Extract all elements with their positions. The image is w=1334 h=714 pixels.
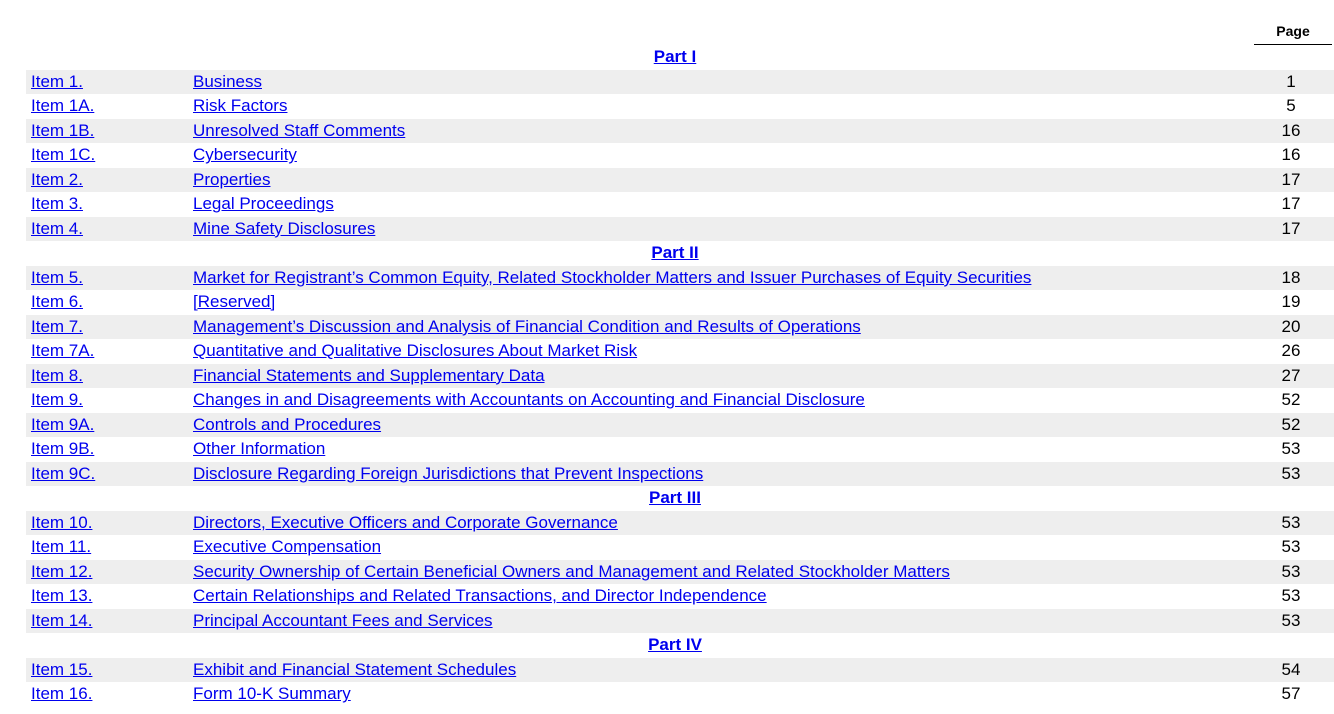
item-page-number: 53 [1281, 512, 1301, 532]
item-title-cell [193, 586, 1254, 606]
item-number-link[interactable]: Item 16. [31, 684, 93, 704]
part-heading-row [26, 45, 1334, 70]
item-title-cell [193, 145, 1254, 165]
item-title-link[interactable]: Legal Proceedings [193, 194, 334, 214]
item-number-cell [26, 513, 193, 533]
part-heading-link[interactable]: Part I [653, 47, 697, 67]
item-number-cell [26, 586, 193, 606]
item-title-link[interactable]: Properties [193, 169, 271, 189]
item-number-link[interactable]: Item 1B. [31, 120, 95, 140]
item-title-cell [193, 611, 1254, 631]
item-number-cell [26, 96, 193, 116]
item-title-cell [193, 415, 1254, 435]
toc-row [26, 217, 1334, 242]
item-number-cell [26, 145, 193, 165]
item-title-link[interactable]: Management’s Discussion and Analysis of Financial Condition and Results of Operations [193, 316, 861, 336]
item-title-link[interactable]: Market for Registrant’s Common Equity, Related Stockholder Matters and Issuer Purchases of Equity Securities [193, 267, 1032, 287]
part-heading-row [26, 241, 1334, 266]
item-page-number: 53 [1281, 610, 1301, 630]
part-heading-row [26, 633, 1334, 658]
item-title-cell [193, 194, 1254, 214]
item-number-link[interactable]: Item 9B. [31, 439, 95, 459]
item-number-cell [26, 268, 193, 288]
toc-row [26, 658, 1334, 683]
item-page-number: 19 [1281, 292, 1301, 312]
toc-row [26, 560, 1334, 585]
item-number-cell [26, 72, 193, 92]
item-number-cell [26, 121, 193, 141]
item-title-link[interactable]: Unresolved Staff Comments [193, 120, 406, 140]
item-title-link[interactable]: Risk Factors [193, 96, 288, 116]
item-number-link[interactable]: Item 10. [31, 512, 93, 532]
item-number-link[interactable]: Item 6. [31, 292, 83, 312]
item-page-number: 20 [1281, 316, 1301, 336]
item-page-number: 16 [1281, 145, 1301, 165]
item-number-link[interactable]: Item 14. [31, 610, 93, 630]
item-number-cell [26, 366, 193, 386]
toc-row [26, 70, 1334, 95]
item-page-number: 17 [1281, 194, 1301, 214]
item-page-number: 17 [1281, 169, 1301, 189]
item-number-link[interactable]: Item 1. [31, 71, 83, 91]
item-number-cell [26, 660, 193, 680]
item-number-link[interactable]: Item 4. [31, 218, 83, 238]
item-title-link[interactable]: [Reserved] [193, 292, 276, 312]
item-title-link[interactable]: Disclosure Regarding Foreign Jurisdictions that Prevent Inspections [193, 463, 704, 483]
item-title-link[interactable]: Financial Statements and Supplementary Data [193, 365, 545, 385]
item-title-cell [193, 219, 1254, 239]
item-number-link[interactable]: Item 3. [31, 194, 83, 214]
item-number-cell [26, 464, 193, 484]
item-title-link[interactable]: Business [193, 71, 262, 91]
item-page-number: 53 [1281, 586, 1301, 606]
item-number-cell [26, 390, 193, 410]
item-title-cell [193, 72, 1254, 92]
item-page-number: 1 [1286, 71, 1296, 91]
item-page-number: 53 [1281, 561, 1301, 581]
toc-row [26, 511, 1334, 536]
item-title-link[interactable]: Quantitative and Qualitative Disclosures About Market Risk [193, 341, 638, 361]
toc-row [26, 364, 1334, 389]
part-heading-link[interactable]: Part II [651, 243, 699, 263]
toc-row [26, 388, 1334, 413]
toc-row [26, 168, 1334, 193]
item-number-cell [26, 684, 193, 704]
item-number-link[interactable]: Item 15. [31, 659, 93, 679]
toc-row [26, 462, 1334, 487]
part-heading-link[interactable]: Part IV [648, 635, 702, 655]
item-number-cell [26, 415, 193, 435]
item-number-link[interactable]: Item 8. [31, 365, 83, 385]
item-number-link[interactable]: Item 7A. [31, 341, 95, 361]
item-title-link[interactable]: Executive Compensation [193, 537, 382, 557]
toc-row [26, 143, 1334, 168]
item-title-link[interactable]: Other Information [193, 439, 326, 459]
item-title-link[interactable]: Form 10-K Summary [193, 684, 351, 704]
item-title-link[interactable]: Controls and Procedures [193, 414, 382, 434]
toc-row [26, 682, 1334, 707]
item-title-link[interactable]: Directors, Executive Officers and Corporate Governance [193, 512, 618, 532]
toc-row [26, 266, 1334, 291]
item-number-link[interactable]: Item 5. [31, 267, 83, 287]
item-title-link[interactable]: Certain Relationships and Related Transactions, and Director Independence [193, 586, 767, 606]
item-page-number: 57 [1281, 684, 1301, 704]
item-title-link[interactable]: Cybersecurity [193, 145, 297, 165]
toc-row [26, 584, 1334, 609]
item-page-number: 53 [1281, 463, 1301, 483]
toc-row [26, 339, 1334, 364]
item-title-cell [193, 439, 1254, 459]
item-title-cell [193, 684, 1254, 704]
item-page-number: 52 [1281, 390, 1301, 410]
item-number-cell [26, 341, 193, 361]
item-title-cell [193, 513, 1254, 533]
item-number-cell [26, 537, 193, 557]
item-title-cell [193, 317, 1254, 337]
toc-row [26, 315, 1334, 340]
toc-row [26, 119, 1334, 144]
item-number-cell [26, 292, 193, 312]
item-title-cell [193, 268, 1254, 288]
item-title-cell [193, 170, 1254, 190]
toc-header [26, 20, 1334, 45]
item-number-cell [26, 194, 193, 214]
item-title-cell [193, 366, 1254, 386]
toc-row [26, 290, 1334, 315]
item-number-link[interactable]: Item 2. [31, 169, 83, 189]
item-page-number: 53 [1281, 439, 1301, 459]
toc-row [26, 413, 1334, 438]
item-title-link[interactable]: Exhibit and Financial Statement Schedules [193, 659, 517, 679]
item-number-cell [26, 562, 193, 582]
item-number-link[interactable]: Item 7. [31, 316, 83, 336]
item-title-cell [193, 537, 1254, 557]
item-page-number: 18 [1281, 267, 1301, 287]
item-page-number: 54 [1281, 659, 1301, 679]
item-page-number: 26 [1281, 341, 1301, 361]
item-title-cell [193, 464, 1254, 484]
item-title-cell [193, 121, 1254, 141]
item-page-number: 17 [1281, 218, 1301, 238]
toc-row [26, 94, 1334, 119]
toc-row [26, 192, 1334, 217]
item-page-number: 16 [1281, 120, 1301, 140]
item-number-cell [26, 219, 193, 239]
item-number-link[interactable]: Item 11. [31, 537, 92, 557]
item-number-link[interactable]: Item 13. [31, 586, 93, 606]
table-of-contents [26, 20, 1334, 707]
item-title-cell [193, 660, 1254, 680]
page-column-header: Page [1254, 23, 1332, 45]
item-title-link[interactable]: Changes in and Disagreements with Accountants on Accounting and Financial Disclosure [193, 390, 865, 410]
toc-row [26, 437, 1334, 462]
item-title-cell [193, 96, 1254, 116]
part-heading-row [26, 486, 1334, 511]
item-page-number: 53 [1281, 537, 1301, 557]
item-number-link[interactable]: Item 1A. [31, 96, 95, 116]
item-page-number: 27 [1281, 365, 1301, 385]
item-number-cell [26, 611, 193, 631]
toc-row [26, 609, 1334, 634]
item-page-number: 52 [1281, 414, 1301, 434]
item-title-cell [193, 292, 1254, 312]
toc-row [26, 535, 1334, 560]
item-title-cell [193, 390, 1254, 410]
item-title-link[interactable]: Principal Accountant Fees and Services [193, 610, 493, 630]
item-number-link[interactable]: Item 9A. [31, 414, 95, 434]
item-number-link[interactable]: Item 12. [31, 561, 93, 581]
item-number-link[interactable]: Item 9. [31, 390, 83, 410]
item-number-cell [26, 317, 193, 337]
item-page-number: 5 [1286, 96, 1296, 116]
item-number-link[interactable]: Item 1C. [31, 145, 96, 165]
item-title-cell [193, 341, 1254, 361]
item-number-link[interactable]: Item 9C. [31, 463, 96, 483]
part-heading-link[interactable]: Part III [649, 488, 701, 508]
item-title-link[interactable]: Security Ownership of Certain Beneficial Owners and Management and Related Stockholder Matters [193, 561, 950, 581]
item-number-cell [26, 439, 193, 459]
item-title-link[interactable]: Mine Safety Disclosures [193, 218, 376, 238]
toc-body [26, 45, 1334, 707]
item-title-cell [193, 562, 1254, 582]
item-number-cell [26, 170, 193, 190]
